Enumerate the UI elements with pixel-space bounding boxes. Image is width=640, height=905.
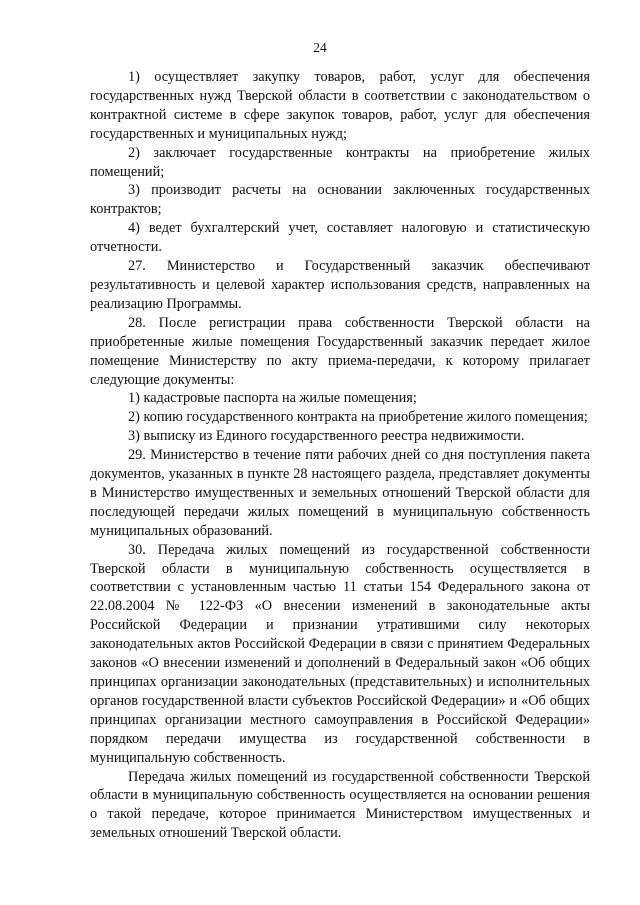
paragraph-section-30: 30. Передача жилых помещений из государственной собственности Тверской области в муниципальную собственность осуществляется в соответствии с установленным частью 11 статьи 154 Федерального закона от 22.08.2004 № 122-ФЗ «О внесении изменений в законодательные акты Российской Федерации и признании утратившими силу некоторых законодательных актов Российской Федерации в связи с принятием Федеральных законов «О внесении изменений и дополнений в Федеральный закон «Об общих принципах организации законодательных (представительных) и исполнительных органов государственной власти субъектов Российской Федерации» и «Об общих принципах организации местного самоуправления в Российской Федерации» порядком передачи имущества из государственной собственности в муниципальную собственность.: [90, 541, 590, 766]
paragraph-item-4: 4) ведет бухгалтерский учет, составляет налоговую и статистическую отчетности.: [90, 220, 590, 256]
paragraph-transfer-basis: Передача жилых помещений из государственной собственности Тверской области в муниципальную собственность осуществляется на основании решения о такой передаче, которое принимается Министерством имущественных и земельных отношений Тверской области.: [90, 768, 590, 842]
paragraph-item-3: 3) производит расчеты на основании заключенных государственных контрактов;: [90, 182, 590, 218]
paragraph-doc-3: 3) выписку из Единого государственного реестра недвижимости.: [128, 428, 525, 445]
paragraph-doc-2: 2) копию государственного контракта на приобретение жилого помещения;: [128, 409, 588, 426]
page-number: 24: [313, 40, 327, 55]
paragraph-section-28: 28. После регистрации права собственности Тверской области на приобретенные жилые помещения Государственный заказчик передает жилое помещение Министерству по акту приема-передачи, к которому прилагает следующие документы:: [90, 314, 590, 388]
paragraph-section-27: 27. Министерство и Государственный заказчик обеспечивают результативность и целевой характер использования средств, направленных на реализацию Программы.: [90, 258, 590, 312]
paragraph-item-1: 1) осуществляет закупку товаров, работ, услуг для обеспечения государственных нужд Тверской области в соответствии с законодательством о контрактной системе в сфере закупок товаров, работ, услуг для обеспечения государственных и муниципальных нужд;: [90, 69, 590, 142]
paragraph-item-2: 2) заключает государственные контракты на приобретение жилых помещений;: [90, 144, 590, 180]
paragraph-section-29: 29. Министерство в течение пяти рабочих дней со дня поступления пакета документов, указанных в пункте 28 настоящего раздела, представляет документы в Министерство имущественных и земельных отношений Тверской области для последующей передачи жилых помещений в муниципальную собственность муниципальных образований.: [90, 447, 590, 539]
document-body: [90, 68, 590, 843]
paragraph-doc-1: 1) кадастровые паспорта на жилые помещения;: [128, 390, 417, 407]
